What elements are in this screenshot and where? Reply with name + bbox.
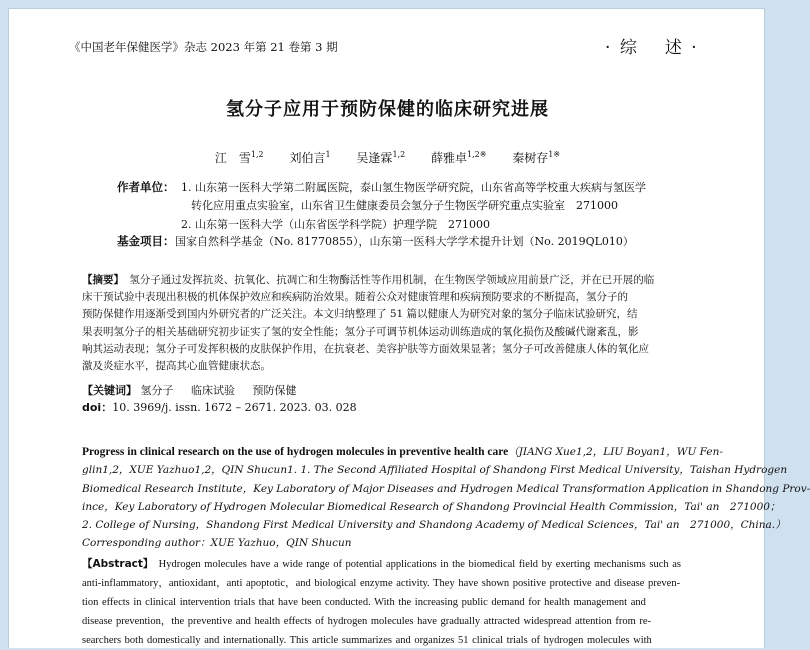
keyword: 临床试验 [191,384,235,397]
doi [82,399,357,415]
paper-page [8,8,810,648]
english-affiliation-line: glin1,2，XUE Yazhuo1,2，QIN Shucun1. 1. The Second Affiliated Hospital of Shandong First Medical University，Taishan Hydrogen [82,464,788,477]
keywords [82,382,311,398]
english-header [82,443,810,553]
keyword: 预防保健 [252,384,297,397]
english-affiliation-line: ince，Key Laboratory of Hydrogen Molecular Biomedical Research of Shandong Provincial Health Commission，Tai' an 271000； [82,500,781,513]
affiliation-2: 2. 山东第一医科大学（山东省医学科学院）护理学院 271000 [181,218,490,231]
english-abstract-line: searchers both domestically and internationally. This article summarizes and organizes 51 clinical trials of hydrogen molecules with [82,635,652,646]
affiliation-1-cont: 转化应用重点实验室，山东省卫生健康委员会氢分子生物医学研究重点实验室 271000 [191,199,618,212]
author: 薛雅卓$^{1,2※}$ [431,150,487,165]
keywords-label: 【关键词】 [82,384,137,397]
author: 秦树存$^{1※}$ [512,150,561,165]
doi-label: doi： [82,401,113,414]
english-abstract-line: tion effects in clinical intervention trials that have been conducted. With the increasing public demand for health management and [82,597,646,608]
abstract-line: 响其运动表现；氢分子可发挥积极的皮肤保护作用，在抗衰老、美容护肤等方面效果显著；氢分子可改善健康人体的氧化应 [82,342,649,355]
english-title: Progress in clinical research on the use of hydrogen molecules in preventive health care [82,446,509,458]
english-authors: （JIANG Xue1,2，LIU Boyan1，WU Fen- [508,446,723,458]
abstract-line: 床干预试验中表现出积极的机体保护效应和疾病防治效果。随着公众对健康管理和疾病预防要求的不断提高，氢分子的 [82,291,628,304]
corresponding-author: Corresponding author：XUE Yazhuo，QIN Shucun [82,537,352,550]
section-label [605,33,699,58]
english-affiliation-line: 2. College of Nursing，Shandong First Medical University and Shandong Academy of Medical Sciences，Tai' an 271000，China.） [82,519,786,532]
abstract-line: 预防保健作用逐渐受到国内外研究者的广泛关注。本文归纳整理了 51 篇以健康人为研究对象的氢分子临床试验研究，结 [82,308,638,321]
funding-text: 国家自然科学基金（No. 81770855），山东第一医科大学学术提升计划（No. 2019QL010） [175,235,634,248]
affiliation-1: 1. 山东第一医科大学第二附属医院，泰山氢生物医学研究院，山东省高等学校重大疾病与氢医学 [181,181,646,194]
funding-label: 基金项目： [117,234,175,248]
english-abstract-line: anti-inflammatory，antioxidant，anti apoptotic，and biological enzyme activity. They have shown positive protective and disease preven- [82,578,681,589]
author-list [9,149,766,166]
abstract-line: 氢分子通过发挥抗炎、抗氧化、抗凋亡和生物酶活性等作用机制，在生物医学领域应用前景广泛，并在已开展的临 [118,274,655,286]
section-dot-left: · [605,38,613,58]
journal-header: 《中国老年保健医学》杂志 2023 年第 21 卷第 3 期 [69,40,338,54]
author: 江 雪$^{1,2}$ [214,150,264,165]
section-char-2: 述 [664,38,684,58]
keyword: 氢分子 [140,384,174,397]
doi-value: 10. 3969/j. issn. 1672 – 2671. 2023. 03. 028 [112,401,357,414]
abstract-label: 【摘要】 [82,274,119,286]
english-abstract-line: disease prevention，the preventive and health effects of hydrogen molecules have gradually attracted widespread attention from re- [82,616,652,627]
english-abstract-line: Hydrogen molecules have a wide range of potential applications in the biomedical field by exerting mechanisms such as [148,559,681,570]
english-abstract [82,555,712,650]
abstract-line: 果表明氢分子的相关基础研究初步证实了氢的安全性能；氢分子可调节机体运动训练造成的氧化损伤及酸碱代谢紊乱，影 [82,325,639,338]
affiliation-label: 作者单位： [117,180,175,194]
english-affiliation-line: Biomedical Research Institute，Key Laboratory of Major Diseases and Hydrogen Medical Transformation Application in Shandong Prov- [82,482,810,495]
author: 刘伯言$^1$ [289,150,331,165]
section-char-1: 综 [619,38,639,58]
english-abstract-label: 【Abstract】 [82,558,149,570]
paper-title: 氢分子应用于预防保健的临床研究进展 [226,99,549,120]
chinese-abstract [82,272,704,375]
abstract-line: 激及炎症水平，提高其心血管健康状态。 [82,360,271,373]
section-dot-right: · [691,38,699,58]
author: 吴逢霖$^{1,2}$ [356,150,406,165]
